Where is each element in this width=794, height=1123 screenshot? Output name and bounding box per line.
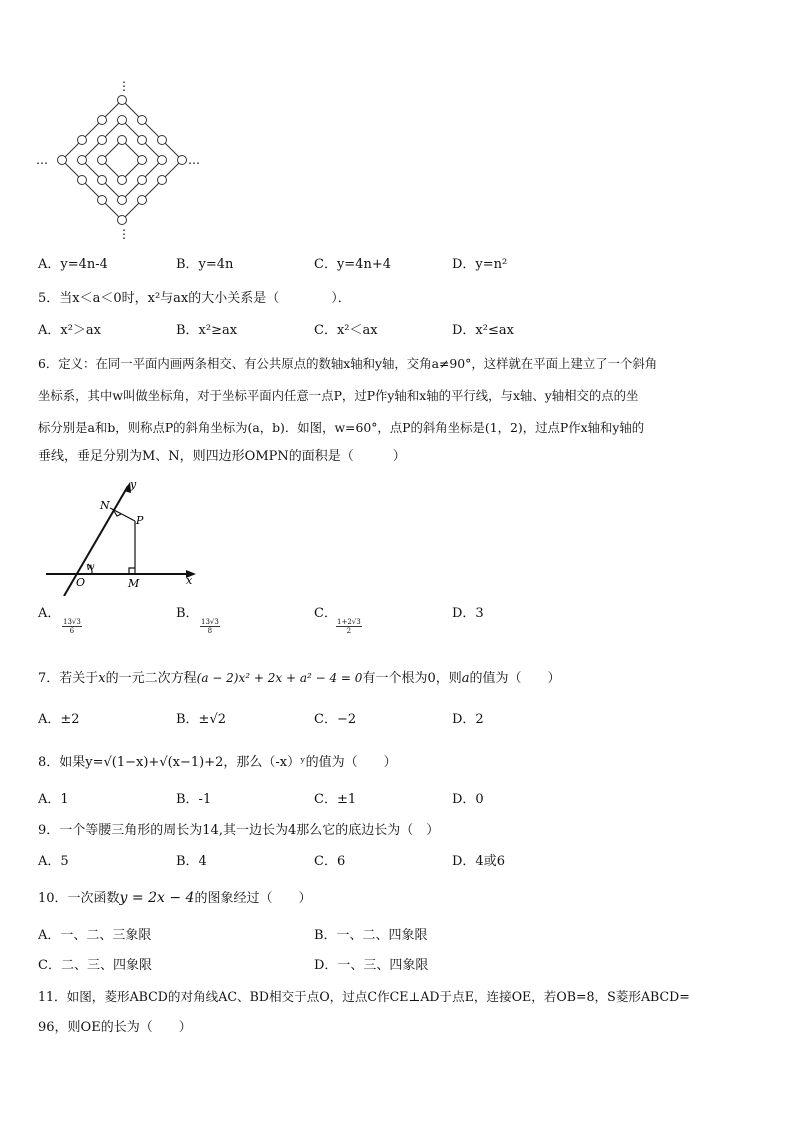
- point-label-m: M: [128, 577, 140, 590]
- q7-stem-part-3: 有一个根为0，则: [362, 671, 462, 686]
- q10-option-a[interactable]: A．一、二、三象限: [38, 928, 152, 943]
- dot-7: [138, 176, 147, 185]
- q10-equation: y = 2x − 4: [119, 890, 195, 906]
- point-label-p: P: [136, 514, 144, 527]
- dot-5: [138, 136, 147, 145]
- dot-19: [98, 196, 107, 205]
- q10-stem-part-1: 10．一次函数: [38, 891, 120, 906]
- q9-option-d[interactable]: D．4或6: [452, 854, 505, 869]
- dot-2: [118, 176, 127, 185]
- dot-1: [138, 156, 147, 165]
- q9-option-b[interactable]: B．4: [176, 854, 207, 869]
- q6-option-b-label: B．: [176, 606, 199, 621]
- q7-stem-part-1: 7．若关于: [38, 671, 99, 686]
- q8-option-a[interactable]: A．1: [38, 792, 69, 807]
- q6-option-c-label: C．: [314, 606, 337, 621]
- q4-option-b[interactable]: B．y=4n: [176, 257, 234, 272]
- vdots-bottom: ⋮: [118, 227, 130, 241]
- q6-line-4: 垂线，垂足分别为M、N，则四边形OMPN的面积是（ ）: [38, 449, 406, 464]
- q7-option-a[interactable]: A．±2: [38, 712, 80, 727]
- q9-stem: 9．一个等腰三角形的周长为14,其一边长为4那么它的底边长为（ ）: [38, 823, 440, 838]
- q6-b-numerator: 13√3: [201, 618, 219, 626]
- q5-option-d[interactable]: D．x²≤ax: [452, 323, 514, 338]
- q6-option-a-label: A．: [38, 606, 61, 621]
- q7-stem-part-4: 的值为（ ）: [469, 671, 561, 686]
- q7-stem-part-2: 的一元二次方程: [105, 671, 197, 686]
- diamond-dots-figure: [36, 76, 208, 242]
- vdots-top: ⋮: [118, 79, 130, 93]
- q10-option-d[interactable]: D．一、三、四象限: [314, 958, 429, 973]
- q5-option-b[interactable]: B．x²≥ax: [176, 323, 238, 338]
- q10-option-b[interactable]: B．一、二、四象限: [314, 928, 428, 943]
- dot-11: [98, 136, 107, 145]
- q6-option-c[interactable]: [314, 606, 361, 635]
- dot-4: [118, 116, 127, 125]
- q7-var-a: a: [461, 671, 470, 686]
- q6-c-denominator: 2: [346, 627, 352, 635]
- dot-18: [118, 216, 127, 225]
- q8-option-d[interactable]: D．0: [452, 792, 484, 807]
- dot-12: [118, 96, 127, 105]
- q7-option-c[interactable]: C．−2: [314, 712, 357, 727]
- q6-c-numerator: 1+2√3: [337, 618, 361, 626]
- q6-option-a[interactable]: [38, 606, 81, 635]
- q7-option-d[interactable]: D．2: [452, 712, 484, 727]
- q11-line-2: 96，则OE的长为（ ）: [38, 1020, 192, 1035]
- q6-line-1: 6．定义：在同一平面内画两条相交、有公共原点的数轴x轴和y轴，交角a≠90°，这样就在平面上建立了一个斜角: [38, 356, 658, 371]
- point-label-o: O: [76, 576, 86, 589]
- dot-16: [158, 176, 167, 185]
- q5-option-c[interactable]: C．x²＜ax: [314, 323, 378, 338]
- q6-a-denominator: 6: [69, 627, 75, 635]
- dot-3: [98, 156, 107, 165]
- q7-var-x: x: [98, 671, 106, 686]
- q5-option-a[interactable]: A．x²＞ax: [38, 323, 102, 338]
- q6-b-denominator: 8: [207, 627, 213, 635]
- dot-22: [78, 136, 87, 145]
- axis-label-y: y: [130, 478, 137, 491]
- dot-0: [118, 136, 127, 145]
- dot-21: [58, 156, 67, 165]
- q8-stem: 8．如果y=√(1−x)+√(x−1)+2，那么（-x）ʸ的值为（ ）: [38, 755, 397, 770]
- q6-line-2: 坐标系，其中w叫做坐标角，对于坐标平面内任意一点P，过P作y轴和x轴的平行线，与x轴、y轴相交的点的坐: [38, 388, 639, 403]
- q4-option-c[interactable]: C．y=4n+4: [314, 257, 391, 272]
- q9-option-a[interactable]: A．5: [38, 854, 69, 869]
- q7-stem: [38, 670, 561, 687]
- dot-14: [158, 136, 167, 145]
- q6-a-numerator: 13√3: [63, 618, 81, 626]
- q4-option-d[interactable]: D．y=n²: [452, 257, 508, 272]
- dot-15: [178, 156, 187, 165]
- ellipsis-right: …: [188, 153, 200, 167]
- axis-label-x: x: [186, 574, 193, 587]
- q4-option-a[interactable]: A．y=4n-4: [38, 257, 108, 272]
- point-label-n: N: [100, 499, 110, 512]
- dot-17: [138, 196, 147, 205]
- dot-13: [138, 116, 147, 125]
- oblique-coordinate-figure: [40, 474, 210, 596]
- q6-option-b[interactable]: [176, 606, 219, 635]
- dot-8: [118, 196, 127, 205]
- q7-equation: (a − 2)x² + 2x + a² − 4 = 0: [196, 671, 363, 685]
- q6-line-3: 标分别是a和b，则称点P的斜角坐标为(a，b)．如图，w=60°，点P的斜角坐标是(1，2)，过点P作x轴和y轴的: [38, 420, 645, 435]
- angle-label-w: w: [86, 562, 95, 573]
- q9-option-c[interactable]: C．6: [314, 854, 346, 869]
- dot-6: [158, 156, 167, 165]
- q8-option-b[interactable]: B．-1: [176, 792, 212, 807]
- dot-20: [78, 176, 87, 185]
- dot-10: [78, 156, 87, 165]
- q10-option-c[interactable]: C．二、三、四象限: [38, 958, 152, 973]
- q10-stem: [38, 890, 311, 907]
- q6-option-d[interactable]: D．3: [452, 606, 484, 621]
- q5-stem: 5．当x＜a＜0时，x²与ax的大小关系是（ ）．: [38, 291, 351, 306]
- q8-option-c[interactable]: C．±1: [314, 792, 357, 807]
- ellipsis-left: …: [36, 153, 48, 167]
- q7-option-b[interactable]: B．±√2: [176, 712, 227, 727]
- dot-9: [98, 176, 107, 185]
- q11-line-1: 11．如图，菱形ABCD的对角线AC、BD相交于点O，过点C作CE⊥AD于点E，连接OE，若OB=8，S菱形ABCD=: [38, 989, 690, 1004]
- dot-23: [98, 116, 107, 125]
- q10-stem-part-2: 的图象经过（ ）: [194, 891, 312, 906]
